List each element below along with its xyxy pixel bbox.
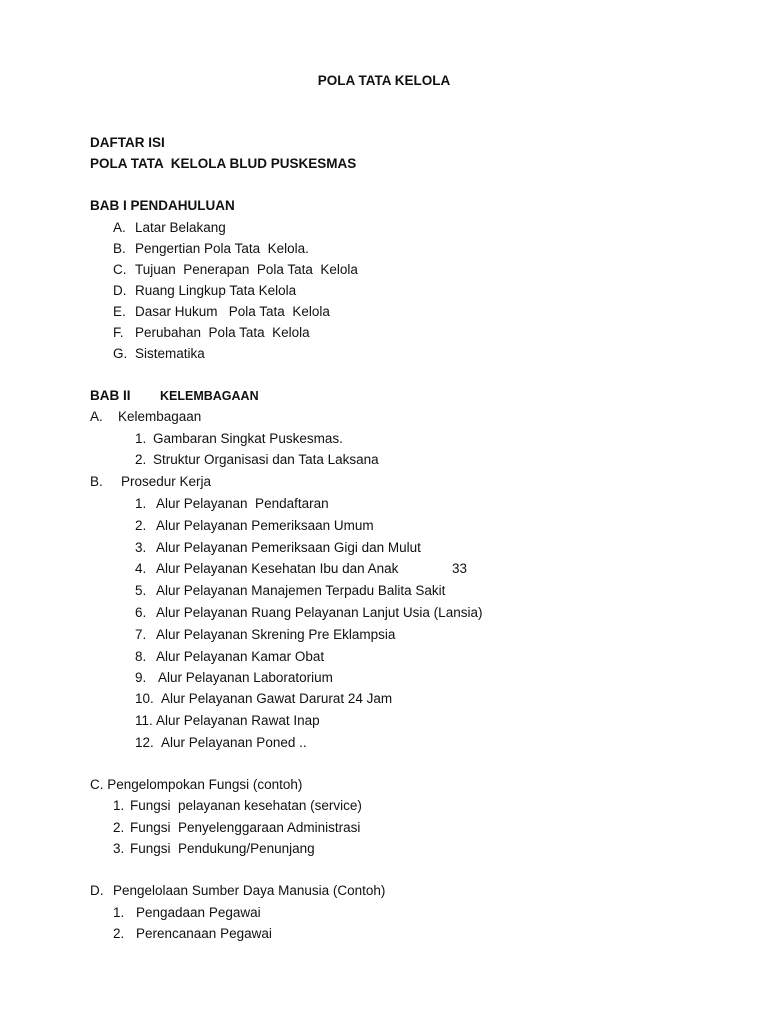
item-label: 1. bbox=[135, 496, 147, 511]
list-item bbox=[113, 819, 360, 837]
list-item bbox=[113, 797, 362, 815]
item-label: 1. bbox=[135, 431, 147, 446]
section-a-heading bbox=[90, 408, 201, 426]
item-text: Tujuan Penerapan Pola Tata Kelola bbox=[135, 262, 358, 277]
item-text: Latar Belakang bbox=[135, 220, 226, 235]
list-item bbox=[113, 324, 310, 342]
list-item bbox=[113, 904, 261, 922]
item-text: Ruang Lingkup Tata Kelola bbox=[135, 283, 297, 298]
item-text: Alur Pelayanan Kesehatan Ibu dan Anak bbox=[156, 561, 399, 576]
toc-heading: DAFTAR ISI bbox=[90, 135, 165, 150]
section-label: A. bbox=[90, 409, 103, 424]
item-text: Alur Pelayanan Poned .. bbox=[161, 735, 307, 750]
item-label: 2. bbox=[135, 452, 147, 467]
section-c-heading: C. Pengelompokan Fungsi (contoh) bbox=[90, 777, 303, 792]
section-label: D. bbox=[90, 883, 104, 898]
item-text: Fungsi Pendukung/Penunjang bbox=[130, 841, 315, 856]
page-number: 33 bbox=[452, 561, 468, 576]
item-text: Gambaran Singkat Puskesmas. bbox=[153, 431, 343, 446]
item-label: 8. bbox=[135, 649, 147, 664]
item-text: Alur Pelayanan Ruang Pelayanan Lanjut Usia (Lansia) bbox=[156, 605, 483, 620]
list-item bbox=[135, 517, 374, 535]
item-label: E. bbox=[113, 304, 126, 319]
item-text: Alur Pelayanan Skrening Pre Eklampsia bbox=[156, 627, 396, 642]
item-label: 10. bbox=[135, 691, 154, 706]
list-item bbox=[135, 626, 395, 644]
item-text: Perubahan Pola Tata Kelola bbox=[135, 325, 310, 340]
item-text: Alur Pelayanan Pemeriksaan Gigi dan Mulut bbox=[156, 540, 421, 555]
list-item bbox=[113, 840, 315, 858]
bab2-heading-label: BAB II bbox=[90, 388, 131, 403]
section-title: Pengelolaan Sumber Daya Manusia (Contoh) bbox=[113, 883, 386, 898]
item-label: 4. bbox=[135, 561, 147, 576]
item-text: Alur Pelayanan Kamar Obat bbox=[156, 649, 325, 664]
item-text: Alur Pelayanan Gawat Darurat 24 Jam bbox=[161, 691, 393, 706]
item-text: Alur Pelayanan Manajemen Terpadu Balita Sakit bbox=[156, 583, 446, 598]
list-item bbox=[135, 495, 329, 513]
list-item bbox=[135, 539, 421, 557]
item-label: 3. bbox=[135, 540, 147, 555]
bab2-heading-title: KELEMBAGAAN bbox=[160, 389, 259, 403]
item-label: F. bbox=[113, 325, 124, 340]
item-text: Perencanaan Pegawai bbox=[136, 926, 272, 941]
item-label: 1. bbox=[113, 798, 125, 813]
list-item bbox=[135, 582, 445, 600]
item-label: 3. bbox=[113, 841, 125, 856]
list-item bbox=[113, 345, 205, 363]
item-label: 2. bbox=[135, 518, 147, 533]
item-text: Alur Pelayanan Rawat Inap bbox=[156, 713, 320, 728]
bab2-heading bbox=[90, 387, 259, 405]
list-item bbox=[135, 451, 379, 469]
list-item bbox=[135, 648, 324, 666]
item-label: 2. bbox=[113, 820, 125, 835]
list-item bbox=[135, 604, 482, 622]
toc-subheading: POLA TATA KELOLA BLUD PUSKESMAS bbox=[90, 156, 357, 171]
item-label: 5. bbox=[135, 583, 147, 598]
list-item bbox=[113, 282, 296, 300]
list-item bbox=[113, 925, 272, 943]
list-item bbox=[113, 261, 358, 279]
item-label: A. bbox=[113, 220, 126, 235]
item-label: 9. bbox=[135, 670, 147, 685]
item-text: Pengadaan Pegawai bbox=[136, 905, 261, 920]
item-text: Alur Pelayanan Laboratorium bbox=[158, 670, 333, 685]
list-item bbox=[135, 430, 343, 448]
list-item bbox=[135, 560, 398, 578]
list-item bbox=[135, 669, 333, 687]
section-title: Kelembagaan bbox=[118, 409, 202, 424]
item-label: 1. bbox=[113, 905, 125, 920]
list-item bbox=[135, 690, 392, 708]
item-text: Sistematika bbox=[135, 346, 205, 361]
list-item bbox=[135, 734, 307, 752]
list-item bbox=[113, 219, 226, 237]
item-label: 11. bbox=[135, 713, 153, 728]
item-text: Fungsi Penyelenggaraan Administrasi bbox=[130, 820, 361, 835]
item-label: 2. bbox=[113, 926, 125, 941]
item-label: 6. bbox=[135, 605, 147, 620]
item-label: 12. bbox=[135, 735, 154, 750]
item-label: D. bbox=[113, 283, 127, 298]
item-label: C. bbox=[113, 262, 127, 277]
item-text: Pengertian Pola Tata Kelola. bbox=[135, 241, 309, 256]
list-item bbox=[113, 303, 330, 321]
item-text: Alur Pelayanan Pemeriksaan Umum bbox=[156, 518, 374, 533]
item-label: G. bbox=[113, 346, 128, 361]
item-text: Dasar Hukum Pola Tata Kelola bbox=[135, 304, 330, 319]
section-b-heading bbox=[90, 473, 211, 491]
page-title: POLA TATA KELOLA bbox=[317, 73, 451, 88]
list-item bbox=[135, 712, 320, 730]
section-label: B. bbox=[90, 474, 103, 489]
item-label: 7. bbox=[135, 627, 147, 642]
item-text: Fungsi pelayanan kesehatan (service) bbox=[130, 798, 362, 813]
bab1-heading: BAB I PENDAHULUAN bbox=[90, 198, 235, 213]
item-text: Struktur Organisasi dan Tata Laksana bbox=[153, 452, 379, 467]
list-item bbox=[113, 240, 309, 258]
item-text: Alur Pelayanan Pendaftaran bbox=[156, 496, 329, 511]
item-label: B. bbox=[113, 241, 126, 256]
section-title: Prosedur Kerja bbox=[121, 474, 212, 489]
section-d-heading bbox=[90, 882, 385, 900]
